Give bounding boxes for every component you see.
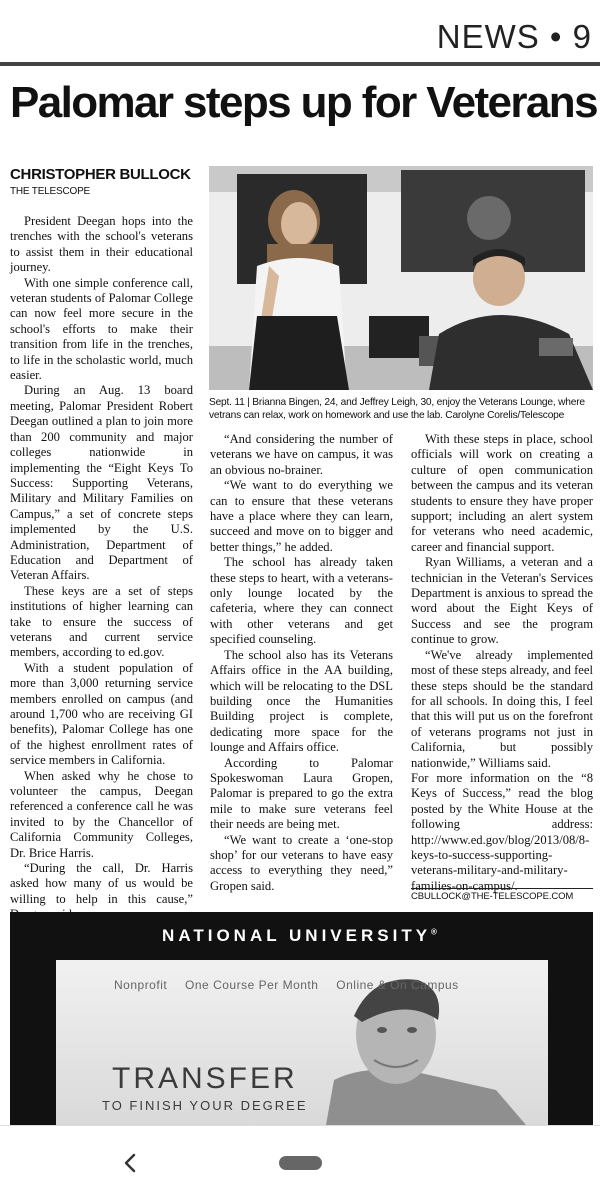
header-rule — [0, 62, 600, 66]
paragraph: The school has already taken these steps to heart, with a veterans-only lounge located by the cafeteria, where they can connect with other veterans and get specified counseling. — [210, 555, 393, 647]
paragraph: “We want to create a ‘one-stop shop’ for our veterans to have easy access to everything they need,” Gropen said. — [210, 832, 393, 893]
ad-panel — [56, 960, 548, 1125]
paragraph: Ryan Williams, a veteran and a technician in the Veteran's Services Department is anxious to spread the word about the Eight Keys of Success and see the program continue to grow. — [411, 555, 593, 647]
registered-mark: ® — [431, 927, 441, 937]
ad-tags — [114, 978, 473, 992]
paragraph: According to Palomar Spokeswoman Laura Gropen, Palomar is prepared to go the extra mile to make sure veterans feel their needs are being met. — [210, 755, 393, 832]
paragraph: “And considering the number of veterans we have on campus, it was an obvious no-brainer. — [210, 432, 393, 477]
ad-brand — [10, 926, 593, 946]
paragraph: With these steps in place, school officials will work on creating a culture of open communication between the campus and its veteran students to ensure they have proper support; including an alert system for veterans who need academic, career and financial support. — [411, 432, 593, 554]
paragraph[interactable]: For more information on the “8 Keys of Success,” read the blog posted by the White House at the following address: http://www.ed.gov/blog/2013/08/8-keys-to-success-supporting-veterans-military-and-military-families-on-campus/. — [411, 770, 593, 893]
ad-brand-name: NATIONAL UNIVERSITY — [162, 926, 432, 945]
paragraph: With a student population of more than 3,000 returning service members enrolled on campus (and around 1,700 who are receiving GI benefits), Palomar College has one of the highest enrollment rates of service members in California. — [10, 660, 193, 768]
advertisement-banner[interactable] — [10, 912, 593, 1125]
ad-tag: Nonprofit — [114, 978, 168, 992]
photo-caption: Sept. 11 | Brianna Bingen, 24, and Jeffrey Leigh, 30, enjoy the Veterans Lounge, where vetrans can relax, work on homework and use the lab. Carolyne Corelis/Telescope — [209, 397, 585, 421]
article-column-3 — [411, 432, 593, 894]
ad-headline: TRANSFER — [112, 1062, 298, 1095]
ad-subline: TO FINISH YOUR DEGREE — [102, 1098, 308, 1113]
chevron-left-icon[interactable] — [120, 1152, 142, 1174]
paragraph: “We've already implemented most of these steps already, and feel these steps should be the standard for all schools. In doing this, I feel that this will put us on the forefront of veterans programs not just in California, but possibly nationwide,” Williams said. — [411, 647, 593, 770]
author-email: CBULLOCK@THE-TELESCOPE.COM — [411, 888, 593, 902]
paragraph: President Deegan hops into the trenches with the school's veterans to assist them in their educational journey. — [10, 214, 193, 275]
paragraph: With one simple conference call, veteran students of Palomar College can now feel more secure in the school's efforts to make their transition from life in the trenches, to life in the scholastic world, much easier. — [10, 275, 193, 383]
article-photo[interactable] — [209, 166, 593, 390]
section-page-label: NEWS • 9 — [436, 18, 592, 55]
ad-tag: Online & On Campus — [336, 978, 459, 992]
paragraph: During an Aug. 13 board meeting, Palomar President Robert Deegan outlined a plan to join more than 200 community and major colleges nationwide in implementing the “Eight Keys To Success: Supporting Veterans, Military and Military Families on Campus,” a set of concrete steps implemented by the U.S. Administration, Department of Education and Department of Veteran Affairs. — [10, 383, 193, 583]
system-navigation-bar — [0, 1125, 600, 1200]
paragraph: These keys are a set of steps institutions of higher learning can take to ensure the success of veterans and current service members, according to ed.gov. — [10, 583, 193, 660]
paragraph: “During the call, Dr. Harris asked how many of us would be willing to help in this cause,” — [10, 861, 193, 906]
author-name: CHRISTOPHER BULLOCK — [10, 166, 191, 183]
article-column-2 — [210, 432, 393, 894]
author-publication: THE TELESCOPE — [10, 186, 91, 197]
photo-illustration — [209, 166, 593, 390]
paragraph: When asked why he chose to volunteer the campus, Deegan referenced a conference call he was invited to by the Chancellor of California Community Colleges, Dr. Brice Harris. — [10, 768, 193, 860]
paragraph: The school also has its Veterans Affairs office in the AA building, which will be relocating to the DSL building once the Humanities Building project is complete, dedicating more space for the lounge and Affairs office. — [210, 647, 393, 755]
article-headline: Palomar steps up for Veterans — [10, 78, 597, 127]
paragraph: “We want to do everything we can to ensure that these veterans have a place where they can learn, succeed and move on to bigger and better things,” he added. — [210, 478, 393, 554]
ad-tag: One Course Per Month — [185, 978, 319, 992]
home-pill-icon[interactable] — [279, 1156, 322, 1170]
article-column-1 — [10, 214, 193, 923]
